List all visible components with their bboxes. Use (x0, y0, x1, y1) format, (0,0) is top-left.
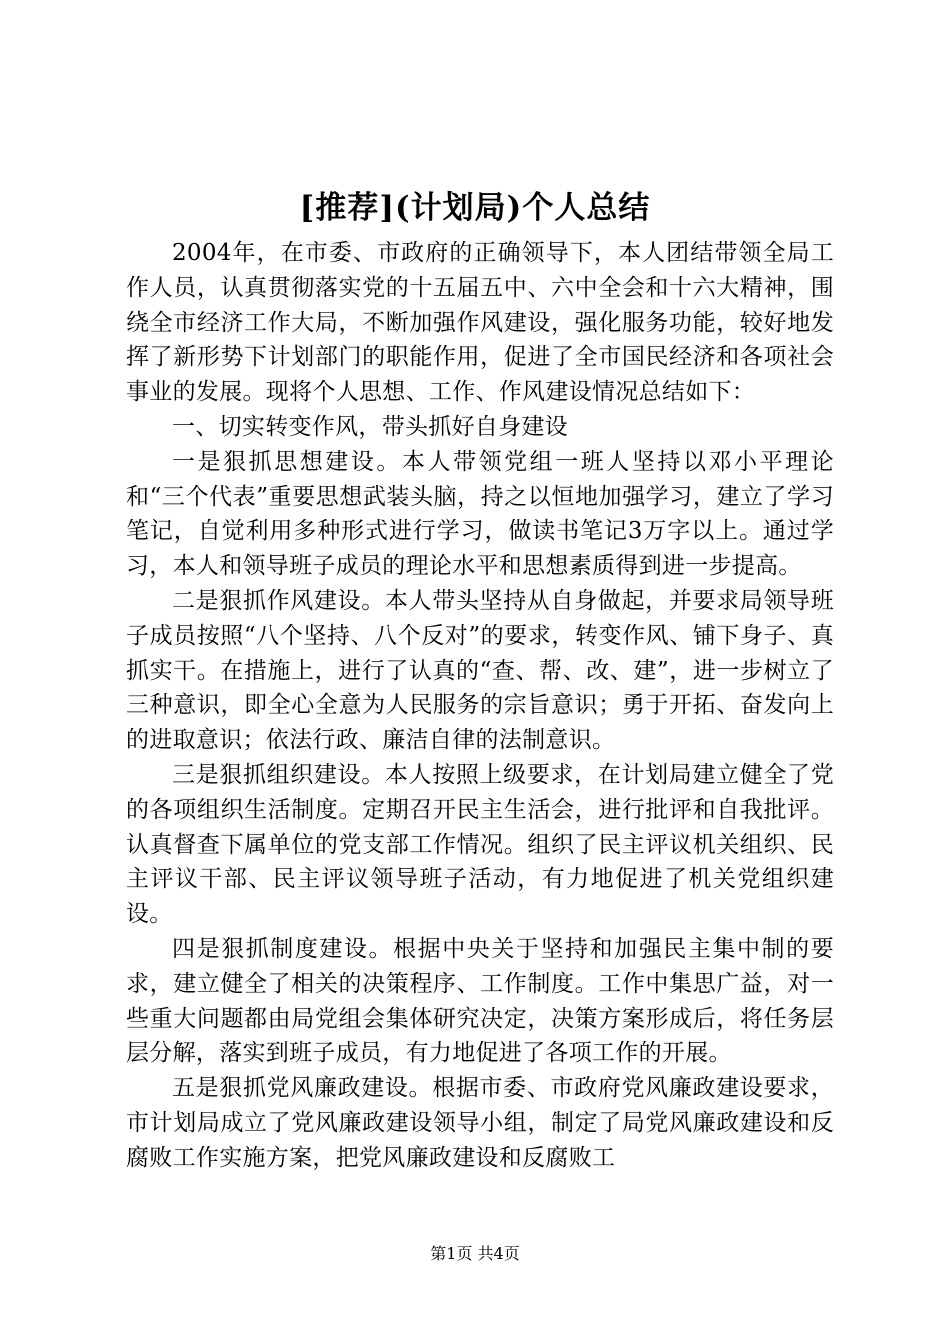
document-title: [推荐](计划局)个人总结 (299, 190, 651, 226)
document-body (126, 236, 834, 1176)
paragraph-ideology: 一是狠抓思想建设。本人带领党组一班人坚持以邓小平理论和“三个代表”重要思想武装头脑，持之以恒地加强学习，建立了学习笔记，自觉利用多种形式进行学习，做读书笔记3万字以上。通过学习，本人和领导班子成员的理论水平和思想素质得到进一步提高。 (126, 448, 834, 580)
paragraph-organization: 三是狠抓组织建设。本人按照上级要求，在计划局建立健全了党的各项组织生活制度。定期召开民主生活会，进行批评和自我批评。认真督查下属单位的党支部工作情况。组织了民主评议机关组织、民主评议干部、民主评议领导班子活动，有力地促进了机关党组织建设。 (126, 761, 834, 928)
paragraph-intro: 2004年，在市委、市政府的正确领导下，本人团结带领全局工作人员，认真贯彻落实党的十五届五中、六中全会和十六大精神，围绕全市经济工作大局，不断加强作风建设，强化服务功能，较好地发挥了新形势下计划部门的职能作用，促进了全市国民经济和各项社会事业的发展。现将个人思想、工作、作风建设情况总结如下： (126, 240, 834, 406)
paragraph-work-style: 二是狠抓作风建设。本人带头坚持从自身做起，并要求局领导班子成员按照“八个坚持、八个反对”的要求，转变作风、铺下身子、真抓实干。在措施上，进行了认真的“查、帮、改、建”，进一步树立了三种意识，即全心全意为人民服务的宗旨意识；勇于开拓、奋发向上的进取意识；依法行政、廉洁自律的法制意识。 (126, 587, 834, 754)
page-number: 第1页 共4页 (430, 1244, 520, 1263)
section-heading-1: 一、切实转变作风，带头抓好自身建设 (172, 413, 569, 440)
paragraph-integrity: 五是狠抓党风廉政建设。根据市委、市政府党风廉政建设要求，市计划局成立了党风廉政建设领导小组，制定了局党风廉政建设和反腐败工作实施方案，把党风廉政建设和反腐败工 (126, 1075, 834, 1171)
paragraph-institution: 四是狠抓制度建设。根据中央关于坚持和加强民主集中制的要求，建立健全了相关的决策程序、工作制度。工作中集思广益，对一些重大问题都由局党组会集体研究决定，决策方案形成后，将任务层层分解，落实到班子成员，有力地促进了各项工作的开展。 (126, 935, 834, 1067)
